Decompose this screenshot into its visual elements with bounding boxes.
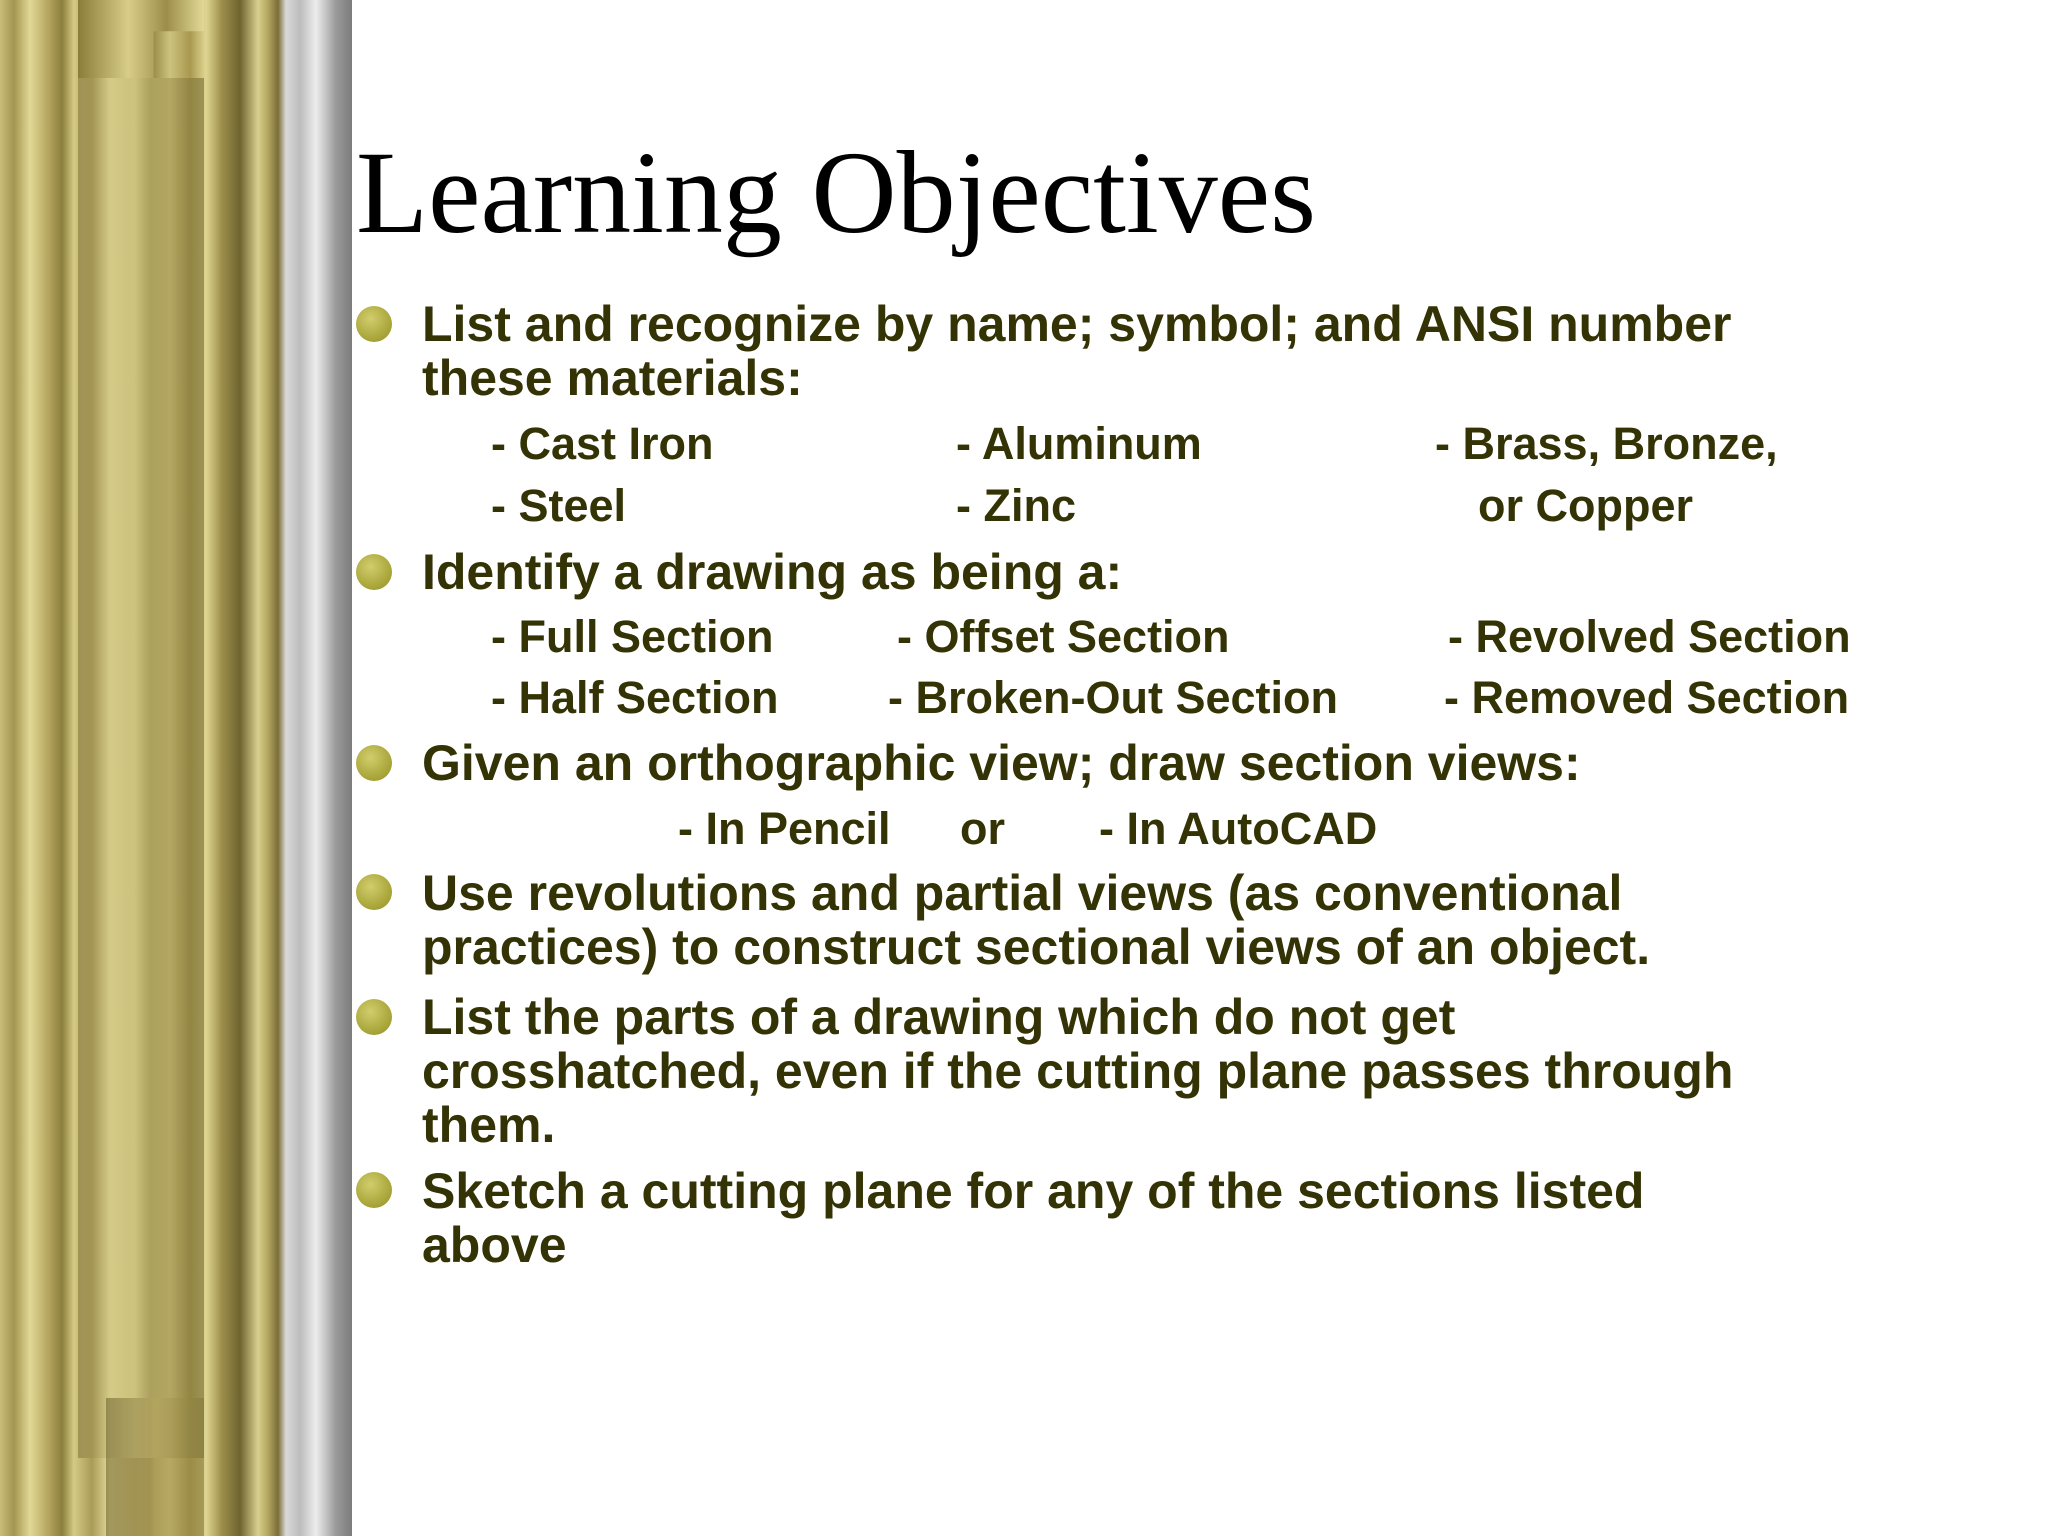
bullet-4-line-2: practices) to construct sectional views of an object. <box>422 919 1651 975</box>
slide-content <box>356 0 2048 1536</box>
section-full: - Full Section <box>491 611 774 662</box>
material-steel: - Steel <box>491 480 627 531</box>
material-aluminum: - Aluminum <box>956 418 1202 469</box>
bullet-5-line-2: crosshatched, even if the cutting plane passes through <box>422 1043 1734 1099</box>
bullet-5-line-1: List the parts of a drawing which do not get <box>422 989 1456 1045</box>
bullet-3-line-1: Given an orthographic view; draw section views: <box>422 735 1581 791</box>
section-removed: - Removed Section <box>1444 672 1850 723</box>
pillar-shaft-ornament <box>78 78 204 1458</box>
bullet-marker-icon <box>356 306 392 342</box>
method-autocad: - In AutoCAD <box>1099 803 1378 854</box>
section-offset: - Offset Section <box>897 611 1230 662</box>
section-broken-out: - Broken-Out Section <box>888 672 1339 723</box>
bullet-5-text <box>422 990 2042 1152</box>
bullet-1-text <box>422 297 2042 405</box>
slide-title: Learning Objectives <box>356 127 1317 258</box>
bullet-6-text <box>422 1164 2042 1272</box>
bullet-2-text <box>422 545 2042 599</box>
bullet-5-line-3: them. <box>422 1097 556 1153</box>
method-or: or <box>960 803 1005 854</box>
material-zinc: - Zinc <box>956 480 1076 531</box>
bullet-1-line-2: these materials: <box>422 350 803 406</box>
method-pencil: - In Pencil <box>678 803 891 854</box>
bullet-4-line-1: Use revolutions and partial views (as conventional <box>422 865 1623 921</box>
material-brass-bronze: - Brass, Bronze, <box>1435 418 1778 469</box>
bullet-marker-icon <box>356 874 392 910</box>
bullet-marker-icon <box>356 999 392 1035</box>
bullet-marker-icon <box>356 745 392 781</box>
bullet-6-line-1: Sketch a cutting plane for any of the sections listed <box>422 1163 1645 1219</box>
bullet-1-line-1: List and recognize by name; symbol; and ANSI number <box>422 296 1732 352</box>
bullet-2-line-1: Identify a drawing as being a: <box>422 544 1123 600</box>
material-copper: or Copper <box>1478 480 1694 531</box>
section-half: - Half Section <box>491 672 779 723</box>
bullet-marker-icon <box>356 554 392 590</box>
material-cast-iron: - Cast Iron <box>491 418 714 469</box>
section-revolved: - Revolved Section <box>1448 611 1851 662</box>
bullet-6-line-2: above <box>422 1217 567 1273</box>
pillar-base-ornament <box>106 1398 204 1536</box>
bullet-4-text <box>422 866 2042 974</box>
bullet-3-text <box>422 736 2042 790</box>
bullet-marker-icon <box>356 1172 392 1208</box>
